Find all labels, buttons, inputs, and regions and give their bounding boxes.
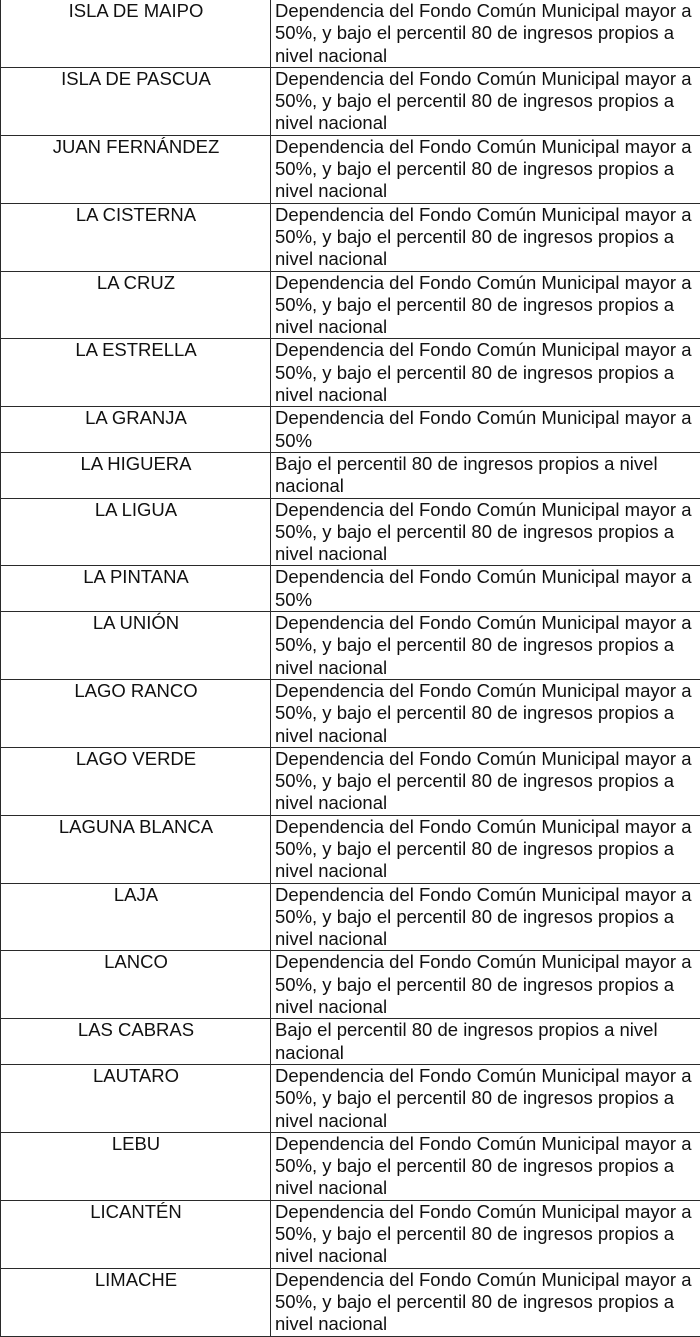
criterion-text: Dependencia del Fondo Común Municipal mayor a 50%, y bajo el percentil 80 de ingresos propios a nivel nacional	[271, 498, 700, 566]
table-row	[1, 339, 700, 407]
table-row	[1, 271, 700, 339]
table-row	[1, 407, 700, 453]
table-row	[1, 566, 700, 612]
table-row	[1, 679, 700, 747]
criterion-text: Dependencia del Fondo Común Municipal mayor a 50%, y bajo el percentil 80 de ingresos propios a nivel nacional	[271, 883, 700, 951]
table-row	[1, 1019, 700, 1065]
criterion-text: Dependencia del Fondo Común Municipal mayor a 50%, y bajo el percentil 80 de ingresos propios a nivel nacional	[271, 0, 700, 67]
criterion-text: Dependencia del Fondo Común Municipal mayor a 50%, y bajo el percentil 80 de ingresos propios a nivel nacional	[271, 679, 700, 747]
table-row	[1, 203, 700, 271]
commune-name: LAUTARO	[1, 1064, 271, 1132]
commune-name: ISLA DE MAIPO	[1, 0, 271, 67]
commune-name: LA HIGUERA	[1, 452, 271, 498]
commune-name: LANCO	[1, 951, 271, 1019]
commune-name: LAJA	[1, 883, 271, 951]
commune-name: LA ESTRELLA	[1, 339, 271, 407]
criterion-text: Bajo el percentil 80 de ingresos propios a nivel nacional	[271, 1019, 700, 1065]
commune-name: LA UNIÓN	[1, 612, 271, 680]
criterion-text: Dependencia del Fondo Común Municipal mayor a 50%, y bajo el percentil 80 de ingresos propios a nivel nacional	[271, 203, 700, 271]
commune-name: LA LIGUA	[1, 498, 271, 566]
commune-name: LAGO RANCO	[1, 679, 271, 747]
commune-name: ISLA DE PASCUA	[1, 67, 271, 135]
table-row	[1, 815, 700, 883]
table-row	[1, 498, 700, 566]
criterion-text: Bajo el percentil 80 de ingresos propios a nivel nacional	[271, 452, 700, 498]
table-row	[1, 135, 700, 203]
criterion-text: Dependencia del Fondo Común Municipal mayor a 50%, y bajo el percentil 80 de ingresos propios a nivel nacional	[271, 1064, 700, 1132]
table-row	[1, 1132, 700, 1200]
criterion-text: Dependencia del Fondo Común Municipal mayor a 50%, y bajo el percentil 80 de ingresos propios a nivel nacional	[271, 339, 700, 407]
criterion-text: Dependencia del Fondo Común Municipal mayor a 50%, y bajo el percentil 80 de ingresos propios a nivel nacional	[271, 135, 700, 203]
criterion-text: Dependencia del Fondo Común Municipal mayor a 50%, y bajo el percentil 80 de ingresos propios a nivel nacional	[271, 67, 700, 135]
commune-name: LA PINTANA	[1, 566, 271, 612]
table-body	[1, 0, 700, 1336]
commune-name: LIMACHE	[1, 1268, 271, 1336]
commune-name: LA CRUZ	[1, 271, 271, 339]
table-row	[1, 1200, 700, 1268]
commune-name: LAS CABRAS	[1, 1019, 271, 1065]
commune-name: LA GRANJA	[1, 407, 271, 453]
commune-name: LEBU	[1, 1132, 271, 1200]
criterion-text: Dependencia del Fondo Común Municipal mayor a 50%, y bajo el percentil 80 de ingresos propios a nivel nacional	[271, 1132, 700, 1200]
commune-name: LICANTÉN	[1, 1200, 271, 1268]
table-row	[1, 0, 700, 67]
criterion-text: Dependencia del Fondo Común Municipal mayor a 50%, y bajo el percentil 80 de ingresos propios a nivel nacional	[271, 612, 700, 680]
criterion-text: Dependencia del Fondo Común Municipal mayor a 50%	[271, 407, 700, 453]
table-row	[1, 67, 700, 135]
table-row	[1, 1064, 700, 1132]
criterion-text: Dependencia del Fondo Común Municipal mayor a 50%	[271, 566, 700, 612]
criterion-text: Dependencia del Fondo Común Municipal mayor a 50%, y bajo el percentil 80 de ingresos propios a nivel nacional	[271, 1200, 700, 1268]
table-row	[1, 747, 700, 815]
table-row	[1, 452, 700, 498]
table-row	[1, 951, 700, 1019]
criterion-text: Dependencia del Fondo Común Municipal mayor a 50%, y bajo el percentil 80 de ingresos propios a nivel nacional	[271, 951, 700, 1019]
commune-name: LA CISTERNA	[1, 203, 271, 271]
table-row	[1, 612, 700, 680]
table-row	[1, 883, 700, 951]
commune-name: LAGUNA BLANCA	[1, 815, 271, 883]
criterion-text: Dependencia del Fondo Común Municipal mayor a 50%, y bajo el percentil 80 de ingresos propios a nivel nacional	[271, 271, 700, 339]
criterion-text: Dependencia del Fondo Común Municipal mayor a 50%, y bajo el percentil 80 de ingresos propios a nivel nacional	[271, 747, 700, 815]
table-row	[1, 1268, 700, 1336]
criterion-text: Dependencia del Fondo Común Municipal mayor a 50%, y bajo el percentil 80 de ingresos propios a nivel nacional	[271, 815, 700, 883]
criterion-text: Dependencia del Fondo Común Municipal mayor a 50%, y bajo el percentil 80 de ingresos propios a nivel nacional	[271, 1268, 700, 1336]
commune-name: JUAN FERNÁNDEZ	[1, 135, 271, 203]
commune-name: LAGO VERDE	[1, 747, 271, 815]
